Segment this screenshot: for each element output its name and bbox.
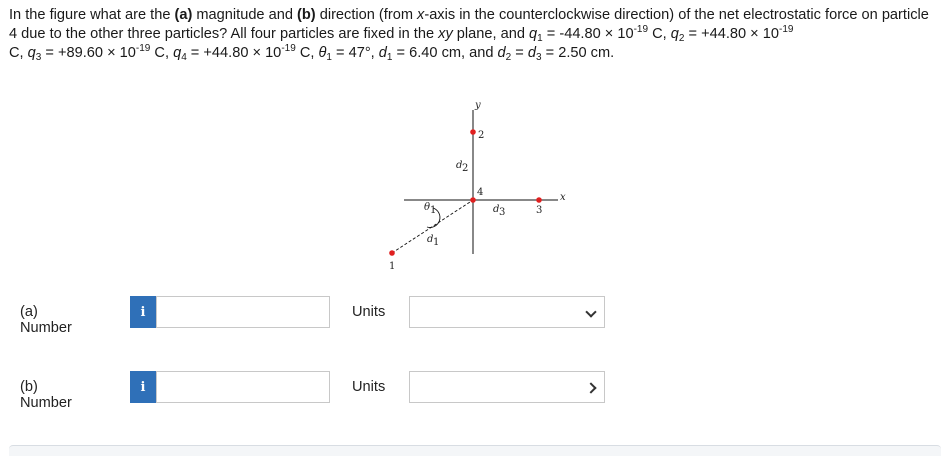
xy-italic: xy — [438, 26, 453, 42]
x-italic: x — [417, 7, 425, 23]
label-d2-sub: 2 — [462, 163, 469, 174]
label-d3: d — [493, 204, 500, 215]
label-3: 3 — [536, 205, 543, 216]
chevron-down-icon — [585, 306, 596, 317]
label-theta: θ — [424, 202, 431, 213]
q4-value: +44.80 × 10 — [203, 45, 282, 61]
q3-exponent: -19 — [135, 43, 151, 54]
units-label-a: Units — [352, 304, 386, 320]
label-d1: d — [427, 234, 434, 245]
particle-2 — [470, 129, 476, 135]
question-text: In the figure what are the (a) magnitude and (b) direction (from x-axis in the counterclockwise direction) of the net electrostatic force on particle 4 due to the other three particles? All four particles are fixed in the xy plane, and $q_1 = -44.80 \times 10^{-19}$ C, $q_2 = +44.80 \times 10^{-19}$ C, $q_3 = +89.60 \times 10^{-19}$ C, $q_4 = +44.80 \times 10^{-19}$ C, $\theta_1 = 47^\circ$, $d_1 = 6.40$ cm, and $d_2 = d_3 = 2.50$ cm. — [9, 7, 929, 63]
info-icon[interactable]: i — [130, 371, 156, 403]
label-d1-sub: 1 — [433, 237, 440, 248]
q1-value: -44.80 × 10 — [559, 26, 634, 42]
info-icon[interactable]: i — [130, 296, 156, 328]
part-b-tag: (b) — [297, 7, 316, 23]
units-select-b[interactable] — [409, 371, 605, 403]
label-b: (b) Number — [20, 379, 72, 411]
label-4: 4 — [477, 187, 484, 198]
q1-exponent: -19 — [633, 24, 649, 35]
particle-1 — [389, 250, 395, 256]
d2-d3-value: 2.50 cm — [558, 45, 611, 61]
label-1: 1 — [389, 261, 396, 272]
magnitude-word: magnitude and — [192, 7, 298, 23]
direction-text: direction (from — [315, 7, 418, 23]
q3-value: +89.60 × 10 — [57, 45, 136, 61]
units-select-a[interactable] — [409, 296, 605, 328]
charge-diagram — [380, 96, 580, 276]
q2-exponent: -19 — [779, 24, 794, 35]
q1-unit: C — [648, 26, 663, 42]
after-x-text: -axis in the counterclockwise direction) of the net electrostatic force on particle 4 due to the other three particles? All four particles are fixed in the — [9, 7, 929, 42]
chevron-right-icon — [585, 382, 596, 393]
q2-value: +44.80 × 10 — [701, 26, 779, 42]
theta1-value: 47° — [348, 45, 371, 61]
number-input-b[interactable] — [156, 371, 330, 403]
label-2: 2 — [478, 130, 485, 141]
label-a: (a) Number — [20, 304, 72, 336]
part-a-tag: (a) — [174, 7, 193, 23]
label-theta-sub: 1 — [430, 205, 437, 216]
q2-unit: C — [9, 45, 20, 61]
particle-4 — [470, 197, 476, 203]
units-label-b: Units — [352, 379, 386, 395]
d1-value: 6.40 cm — [409, 45, 462, 61]
q4-unit: C — [295, 45, 311, 61]
number-input-a[interactable] — [156, 296, 330, 328]
particle-3 — [536, 197, 542, 203]
label-d2: d — [456, 160, 463, 171]
x-axis-label: x — [560, 192, 566, 203]
q3-unit: C — [150, 45, 165, 61]
after-xy-text: plane, and — [452, 26, 530, 42]
y-axis-label: y — [475, 100, 481, 111]
q4-exponent: -19 — [281, 43, 296, 54]
question-intro: In the figure what are the — [9, 7, 175, 23]
label-d3-sub: 3 — [499, 207, 506, 218]
